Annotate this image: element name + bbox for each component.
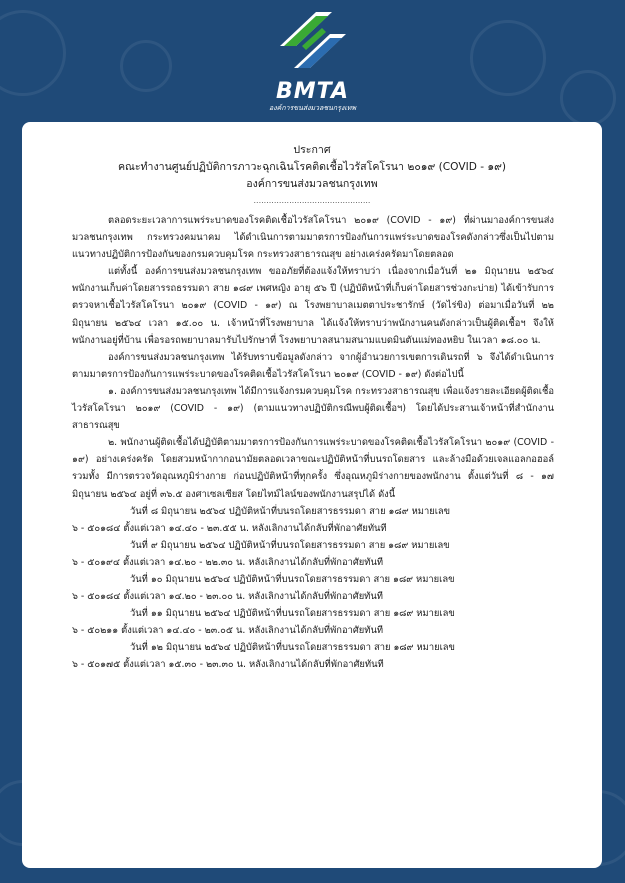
timeline-entry (72, 537, 554, 571)
brand-subtitle: องค์การขนส่งมวลชนกรุงเทพ (269, 104, 356, 112)
paragraph: แต่ทั้งนี้ องค์การขนส่งมวลชนกรุงเทพ ขออภัยที่ต้องแจ้งให้ทราบว่า เนื่องจากเมื่อวันที่ ๒๑ มิถุนายน ๒๕๖๔ พนักงานเก็บค่าโดยสารรถธรรมดา สาย ๑๘๙ เพศหญิง อายุ ๕๖ ปี (ปฏิบัติหน้าที่เก็บค่าโดยสารช่วงกะบ่าย) ได้เข้ารับการตรวจหาเชื้อไวรัสโคโรนา ๒๐๑๙ (COVID - ๑๙) ณ โรงพยาบาลเมตตาประชารักษ์ (วัดไร่ขิง) ต่อมาเมื่อวันที่ ๒๒ มิถุนายน ๒๕๖๔ เวลา ๑๕.๐๐ น. เจ้าหน้าที่โรงพยาบาล ได้แจ้งให้ทราบว่าพนักงานคนดังกล่าวเป็นผู้ติดเชื้อฯ จึงให้พนักงานอยู่ที่บ้าน เพื่อรอรถพยาบาลมารับไปรักษาที่ โรงพยาบาลสนามสนามแบดมินตันแม่ทองหยิบ ในเวลา ๑๘.๐๐ น. (72, 266, 554, 346)
page-header (0, 0, 625, 120)
timeline-line: วันที่ ๑๐ มิถุนายน ๒๕๖๔ ปฏิบัติหน้าที่บนรถโดยสารธรรมดา สาย ๑๘๙ หมายเลข (130, 573, 455, 585)
document-subtitle: คณะทำงานศูนย์ปฏิบัติการภาวะฉุกเฉินโรคติดเชื้อไวรัสโคโรนา ๒๐๑๙ (COVID - ๑๙) (117, 161, 507, 173)
bmta-logo-icon (272, 6, 352, 78)
timeline-entry (72, 639, 554, 673)
timeline-line: ๖ - ๕๐๑๘๔ ตั้งแต่เวลา ๑๔.๒๐ - ๒๓.๐๐ น. หลังเลิกงานได้กลับที่พักอาศัยทันที (72, 591, 383, 603)
timeline-line: วันที่ ๑๒ มิถุนายน ๒๕๖๔ ปฏิบัติหน้าที่บนรถโดยสารธรรมดา สาย ๑๘๙ หมายเลข (130, 642, 455, 654)
document-body (72, 212, 554, 674)
announcement-document (22, 122, 602, 868)
timeline-entry (72, 571, 554, 605)
timeline-line: ๖ - ๕๐๑๗๕ ตั้งแต่เวลา ๑๕.๓๐ - ๒๓.๓๐ น. หลังเลิกงานได้กลับที่พักอาศัยทันที (72, 659, 384, 671)
timeline-line: วันที่ ๑๑ มิถุนายน ๒๕๖๔ ปฏิบัติหน้าที่บนรถโดยสารธรรมดา สาย ๑๘๙ หมายเลข (130, 608, 455, 620)
timeline-line: ๖ - ๕๐๑๙๔ ตั้งแต่เวลา ๑๔.๒๐ - ๒๒.๓๐ น. หลังเลิกงานได้กลับที่พักอาศัยทันที (72, 556, 384, 568)
paragraph: องค์การขนส่งมวลชนกรุงเทพ ได้รับทราบข้อมูลดังกล่าว จากผู้อำนวยการเขตการเดินรถที่ ๖ จึงได้ดำเนินการตามมาตรการป้องกันการแพร่ระบาดของโรคติดเชื้อไวรัสโคโรนา ๒๐๑๙ (COVID - ๑๙) ดังต่อไปนี้ (72, 351, 554, 380)
timeline-line: วันที่ ๙ มิถุนายน ๒๕๖๔ ปฏิบัติหน้าที่บนรถโดยสารธรรมดา สาย ๑๘๙ หมายเลข (130, 539, 450, 551)
separator-line: .............................................. (253, 196, 371, 205)
paragraph: ตลอดระยะเวลาการแพร่ระบาดของโรคติดเชื้อไวรัสโคโรนา ๒๐๑๙ (COVID - ๑๙) ที่ผ่านมาองค์การขนส่งมวลชนกรุงเทพ กระทรวงคมนาคม ได้ดำเนินการตามมาตรการป้องกันการแพร่ระบาดของโรคดังกล่าวซึ่งเป็นไปตามแนวทางปฏิบัติการป้องกันของกรมควบคุมโรค กระทรวงสาธารณสุข อย่างเคร่งครัดมาโดยตลอด (72, 215, 554, 261)
document-organization: องค์การขนส่งมวลชนกรุงเทพ (246, 178, 378, 190)
paragraph: ๑. องค์การขนส่งมวลชนกรุงเทพ ได้มีการแจ้งกรมควบคุมโรค กระทรวงสาธารณสุข เพื่อแจ้งรายละเอียดผู้ติดเชื้อไวรัสโคโรนา ๒๐๑๙ (COVID - ๑๙) (ตามแนวทางปฏิบัติกรณีพบผู้ติดเชื้อฯ) โดยได้ประสานเจ้าหน้าที่สำนักงานสาธารณสุข (72, 385, 554, 432)
timeline-entry (72, 503, 554, 537)
timeline-line: ๖ - ๕๐๑๘๔ ตั้งแต่เวลา ๑๔.๔๐ - ๒๓.๕๕ น. หลังเลิกงานได้กลับที่พักอาศัยทันที (72, 522, 387, 534)
brand-name: BMTA (276, 79, 349, 104)
paragraph: ๒. พนักงานผู้ติดเชื้อได้ปฏิบัติตามมาตรการป้องกันการแพร่ระบาดของโรคติดเชื้อไวรัสโคโรนา ๒๐๑๙ (COVID - ๑๙) อย่างเคร่งครัด โดยสวมหน้ากากอนามัยตลอดเวลาขณะปฏิบัติหน้าที่บนรถโดยสาร และล้างมือด้วยเจลแอลกอฮอล์ รวมทั้ง มีการตรวจวัดอุณหภูมิร่างกาย ก่อนปฏิบัติหน้าที่ทุกครั้ง ซึ่งอุณหภูมิร่างกายของพนักงาน ตั้งแต่วันที่ ๘ - ๑๗ มิถุนายน ๒๕๖๔ อยู่ที่ ๓๖.๕ องศาเซลเซียส โดยไทม์ไลน์ของพนักงานสรุปได้ ดังนี้ (72, 437, 554, 500)
timeline-line: วันที่ ๘ มิถุนายน ๒๕๖๔ ปฏิบัติหน้าที่บนรถโดยสารธรรมดา สาย ๑๘๙ หมายเลข (130, 505, 451, 517)
document-heading (22, 142, 602, 207)
timeline-entry (72, 605, 554, 639)
timeline-line: ๖ - ๕๐๒๑๑ ตั้งแต่เวลา ๑๔.๔๐ - ๒๓.๐๕ น. หลังเลิกงานได้กลับที่พักอาศัยทันที (72, 625, 384, 637)
document-title: ประกาศ (293, 144, 331, 156)
